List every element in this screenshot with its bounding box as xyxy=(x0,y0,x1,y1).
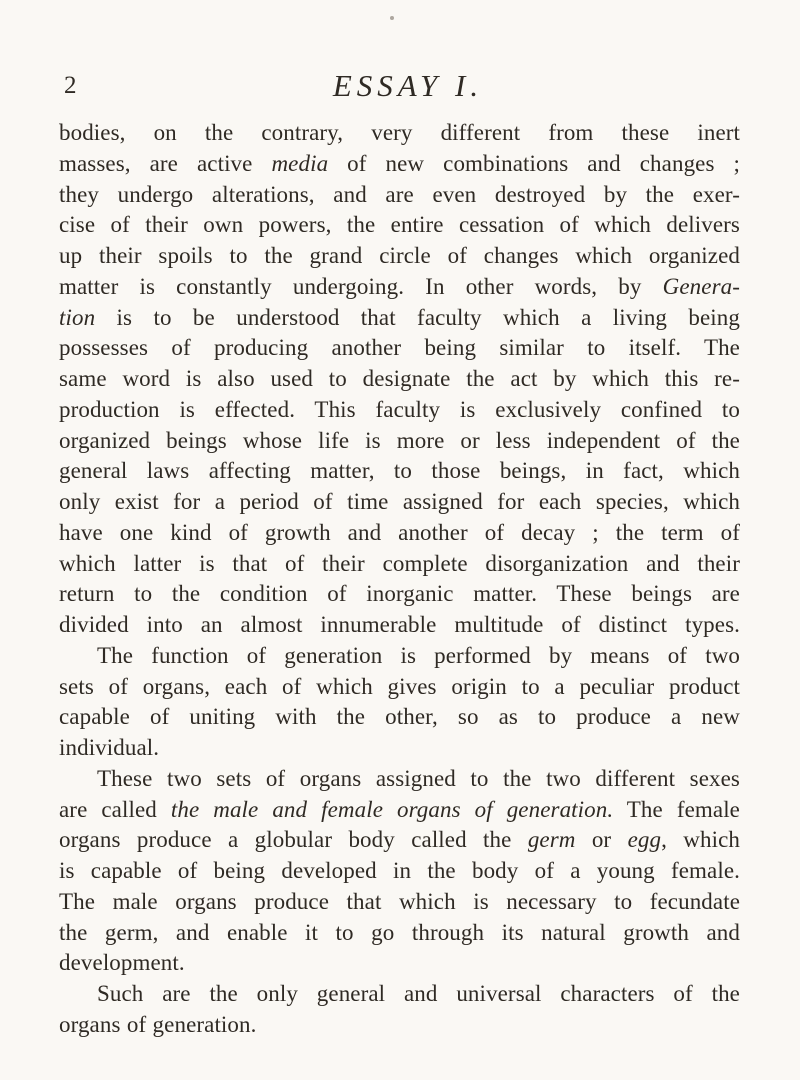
text-line xyxy=(59,333,740,364)
text-span: The male organs produce that which is necessary to fecundate xyxy=(59,888,740,914)
italic-text: the male and female organs of generation. xyxy=(170,796,614,822)
text-span: are called xyxy=(59,796,171,822)
page-number: 2 xyxy=(64,72,77,99)
text-line xyxy=(59,672,740,703)
text-span: they undergo alterations, and are even destroyed by the exer- xyxy=(59,181,740,207)
text-span: divided into an almost innumerable multitude of distinct types. xyxy=(59,612,740,637)
text-line xyxy=(59,210,740,241)
text-span: The function of generation is performed by means of two xyxy=(97,642,740,668)
text-span: masses, are active xyxy=(59,150,272,176)
text-span: organs of generation. xyxy=(59,1011,257,1037)
text-line xyxy=(59,702,740,733)
text-line xyxy=(59,364,740,395)
printer-mark xyxy=(390,16,394,20)
text-line xyxy=(59,426,740,457)
text-line xyxy=(59,456,740,487)
text-line xyxy=(59,948,740,979)
running-head: ESSAY I. xyxy=(332,68,484,103)
text-span: possesses of producing another being similar to itself. The xyxy=(59,335,740,361)
text-line xyxy=(59,610,740,641)
text-span: cise of their own powers, the entire cessation of which delivers xyxy=(59,212,740,238)
text-span: return to the condition of inorganic matter. These beings are xyxy=(59,581,740,607)
italic-text: Genera- xyxy=(662,273,740,299)
text-line xyxy=(59,918,740,949)
text-span: The female xyxy=(613,796,740,822)
text-line xyxy=(59,518,740,549)
italic-text: egg xyxy=(627,827,662,853)
text-span: or xyxy=(575,827,628,853)
text-line xyxy=(59,487,740,518)
text-span: matter is constantly undergoing. In other words, by xyxy=(59,273,663,299)
text-span: organized beings whose life is more or less independent of the xyxy=(59,427,740,453)
text-line xyxy=(59,856,740,887)
text-line xyxy=(59,1010,740,1041)
text-span: bodies, on the contrary, very different from these inert xyxy=(59,120,740,145)
text-span: production is effected. This faculty is exclusively confined to xyxy=(59,396,740,422)
text-span: only exist for a period of time assigned for each species, which xyxy=(59,489,740,514)
text-span: These two sets of organs assigned to the two different sexes xyxy=(97,765,740,791)
text-span: , which xyxy=(661,827,740,853)
text-line xyxy=(59,641,740,672)
text-span: sets of organs, each of which gives origin to a peculiar product xyxy=(59,673,740,699)
text-span: is capable of being developed in the body of a young female. xyxy=(59,858,740,883)
text-span: have one kind of growth and another of decay ; the term of xyxy=(59,519,740,545)
text-span: which latter is that of their complete disorganization and their xyxy=(59,550,740,576)
text-span: Such are the only general and universal characters of the xyxy=(97,981,740,1006)
text-line xyxy=(59,241,740,272)
text-line xyxy=(59,272,740,303)
text-line xyxy=(59,979,740,1010)
text-span: individual. xyxy=(59,735,160,760)
text-span: of new combinations and changes ; xyxy=(328,150,741,176)
text-line xyxy=(59,118,740,149)
text-line xyxy=(59,579,740,610)
text-line xyxy=(59,180,740,211)
text-line xyxy=(59,549,740,580)
text-line xyxy=(59,395,740,426)
italic-text: germ xyxy=(527,827,576,853)
text-span: organs produce a globular body called the xyxy=(59,827,528,853)
italic-text: media xyxy=(271,150,329,176)
text-line xyxy=(59,795,740,826)
text-line xyxy=(59,149,740,180)
text-span: up their spoils to the grand circle of changes which organized xyxy=(59,243,740,268)
text-line xyxy=(59,887,740,918)
italic-text: tion xyxy=(59,304,96,330)
text-span: is to be understood that faculty which a living being xyxy=(95,304,740,330)
page-header xyxy=(64,70,736,110)
text-span: the germ, and enable it to go through its natural growth and xyxy=(59,919,740,945)
text-line xyxy=(59,764,740,795)
text-span: capable of uniting with the other, so as to produce a new xyxy=(59,704,740,730)
text-line xyxy=(59,303,740,334)
text-span: same word is also used to designate the act by which this re- xyxy=(59,366,740,391)
text-span: development. xyxy=(59,950,185,976)
body-text xyxy=(59,118,740,1041)
text-line xyxy=(59,733,740,764)
text-line xyxy=(59,825,740,856)
text-span: general laws affecting matter, to those beings, in fact, which xyxy=(59,458,740,484)
